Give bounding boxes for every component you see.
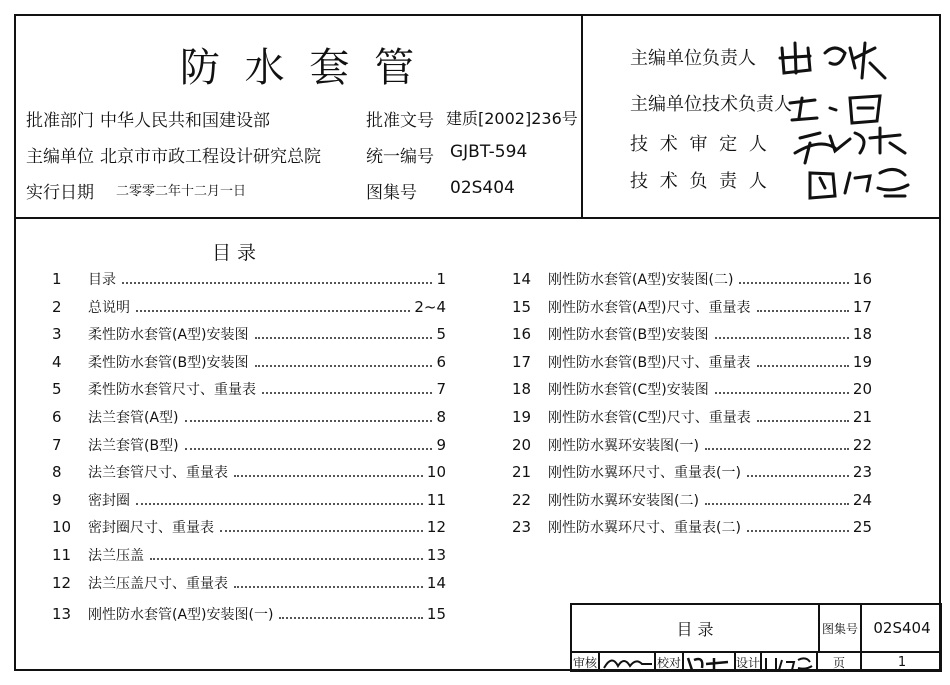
titleblock-atlas-value: 02S404 xyxy=(860,605,942,651)
toc-item-page: 2~4 xyxy=(414,297,446,316)
titleblock-name: 目 录 xyxy=(676,619,714,639)
toc-item-page: 14 xyxy=(426,573,446,592)
leader-dots xyxy=(150,558,423,560)
toc-item xyxy=(52,435,446,455)
toc-item-page: 12 xyxy=(426,518,446,537)
toc-item-number: 8 xyxy=(52,463,62,482)
toc-item-page: 23 xyxy=(852,463,872,482)
signatures-image xyxy=(770,28,940,208)
toc-item-page: 24 xyxy=(852,490,872,509)
toc-item xyxy=(52,324,446,344)
toc-item-page: 18 xyxy=(852,325,872,344)
toc-item-title: 刚性防水套管(C型)安装图 xyxy=(548,382,709,399)
toc-item xyxy=(512,379,872,399)
field-label: 图集号 xyxy=(366,183,417,203)
toc-item-title: 法兰套管(B型) xyxy=(88,437,179,454)
toc-item xyxy=(512,517,872,537)
toc-item-number: 15 xyxy=(512,297,532,316)
toc-item xyxy=(52,269,446,289)
field-value: 建质[2002]236号 xyxy=(446,109,578,128)
leader-dots xyxy=(136,503,423,505)
toc-item-title: 刚性防水套管(B型)尺寸、重量表 xyxy=(548,354,751,371)
leader-dots xyxy=(747,530,849,532)
toc-item-title: 密封圈尺寸、重量表 xyxy=(88,520,214,537)
toc-item xyxy=(512,435,872,455)
titleblock-atlas-label: 图集号 xyxy=(818,605,860,651)
toc-item xyxy=(52,352,446,372)
toc-item xyxy=(52,407,446,427)
toc-item-title: 刚性防水翼环安装图(二) xyxy=(548,492,699,509)
check-label: 校对 xyxy=(656,653,684,672)
toc-item-page: 25 xyxy=(852,518,872,537)
toc-item xyxy=(512,297,872,317)
field-label: 批准部门 xyxy=(26,111,94,131)
leader-dots xyxy=(136,310,410,312)
page-title: 防 水 套 管 xyxy=(179,45,421,91)
toc-item xyxy=(52,379,446,399)
toc-item xyxy=(512,324,872,344)
toc-item xyxy=(52,490,446,510)
leader-dots xyxy=(262,392,432,394)
field-label: 批准文号 xyxy=(366,111,434,131)
toc-item-title: 刚性防水套管(A型)安装图(一) xyxy=(88,607,274,624)
toc-item xyxy=(512,407,872,427)
toc-item-title: 总说明 xyxy=(88,299,130,316)
field-label: 主编单位 xyxy=(26,147,94,167)
toc-item-number: 17 xyxy=(512,352,532,371)
leader-dots xyxy=(255,365,433,367)
toc-item-title: 法兰套管(A型) xyxy=(88,410,179,426)
toc-item-number: 7 xyxy=(52,435,62,454)
field-label: 统一编号 xyxy=(366,147,434,167)
leader-dots xyxy=(747,475,849,477)
toc-item-number: 19 xyxy=(512,408,532,426)
leader-dots xyxy=(279,617,422,619)
toc-item-number: 13 xyxy=(52,605,72,624)
toc-item xyxy=(52,297,446,317)
toc-item xyxy=(512,352,872,372)
toc-item-number: 14 xyxy=(512,270,532,288)
toc-item-number: 6 xyxy=(52,408,62,426)
toc-item-page: 7 xyxy=(436,380,446,399)
design-signature xyxy=(762,653,818,672)
toc-item-number: 12 xyxy=(52,573,72,592)
leader-dots xyxy=(220,530,423,532)
field-value: GJBT-594 xyxy=(450,142,528,162)
toc-item xyxy=(52,604,446,624)
toc-item-title: 刚性防水翼环安装图(一) xyxy=(548,437,699,454)
page-label: 页 xyxy=(832,656,845,670)
header-divider xyxy=(14,217,941,219)
toc-item-number: 9 xyxy=(52,490,62,509)
toc-item-page: 8 xyxy=(436,408,446,426)
header-vertical-divider xyxy=(581,14,583,218)
toc-item-page: 20 xyxy=(852,380,872,399)
leader-dots xyxy=(705,503,849,505)
toc-item-number: 3 xyxy=(52,325,62,344)
title-block xyxy=(570,603,942,672)
toc-item-title: 法兰压盖 xyxy=(88,548,144,564)
toc-item-page: 9 xyxy=(436,435,446,454)
toc-item-title: 刚性防水套管(B型)安装图 xyxy=(548,327,709,344)
leader-dots xyxy=(715,392,849,394)
toc-item-number: 2 xyxy=(52,297,62,316)
responsible-label: 主编单位技术负责人 xyxy=(630,94,792,115)
leader-dots xyxy=(234,475,423,477)
toc-item xyxy=(512,269,872,289)
design-label: 设计 xyxy=(736,653,762,672)
leader-dots xyxy=(715,337,849,339)
responsible-label: 技 术 审 定 人 xyxy=(630,134,767,155)
leader-dots xyxy=(757,420,849,422)
field-value: 02S404 xyxy=(450,178,515,198)
leader-dots xyxy=(757,310,849,312)
toc-item xyxy=(52,517,446,537)
toc-item-page: 17 xyxy=(852,297,872,316)
toc-item-title: 刚性防水套管(A型)安装图(二) xyxy=(548,272,734,288)
leader-dots xyxy=(185,448,433,450)
toc-item-number: 10 xyxy=(52,518,72,537)
toc-item-title: 柔性防水套管(B型)安装图 xyxy=(88,354,249,371)
field-value: 二零零二年十二月一日 xyxy=(116,184,247,199)
toc-item-title: 刚性防水翼环尺寸、重量表(一) xyxy=(548,465,741,482)
toc-item xyxy=(52,573,446,593)
toc-item-number: 16 xyxy=(512,325,532,344)
toc-item-title: 法兰压盖尺寸、重量表 xyxy=(88,575,228,592)
leader-dots xyxy=(234,586,423,588)
toc-item-title: 密封圈 xyxy=(88,492,130,509)
toc-item-number: 20 xyxy=(512,435,532,454)
toc-item-title: 柔性防水套管(A型)安装图 xyxy=(88,327,249,344)
check-signature xyxy=(684,653,736,672)
review-label: 审核 xyxy=(572,653,600,672)
toc-item-number: 22 xyxy=(512,490,532,509)
leader-dots xyxy=(255,337,433,339)
toc-item-number: 1 xyxy=(52,270,62,288)
toc-item-page: 21 xyxy=(852,408,872,426)
toc-item-title: 刚性防水翼环尺寸、重量表(二) xyxy=(548,520,741,537)
toc-item-title: 柔性防水套管尺寸、重量表 xyxy=(88,382,256,399)
toc-item-number: 21 xyxy=(512,463,532,482)
toc-item xyxy=(52,462,446,482)
toc-item xyxy=(52,545,446,565)
toc-item-title: 刚性防水套管(A型)尺寸、重量表 xyxy=(548,299,751,316)
field-label: 实行日期 xyxy=(26,183,94,203)
toc-item-title: 目录 xyxy=(88,272,116,288)
responsible-label: 技 术 负 责 人 xyxy=(630,171,767,192)
leader-dots xyxy=(122,282,432,284)
page-value: 1 xyxy=(860,653,942,672)
toc-title: 目 录 xyxy=(212,242,257,264)
toc-item xyxy=(512,490,872,510)
toc-item-page: 5 xyxy=(436,325,446,344)
leader-dots xyxy=(185,420,433,422)
toc-item-page: 10 xyxy=(426,463,446,482)
review-signature xyxy=(600,653,656,672)
toc-item-page: 11 xyxy=(426,490,446,509)
toc-item-page: 13 xyxy=(426,546,446,564)
toc-item-page: 6 xyxy=(436,352,446,371)
toc-item-number: 23 xyxy=(512,518,532,537)
toc-item-page: 16 xyxy=(852,270,872,288)
toc-item-number: 18 xyxy=(512,380,532,399)
toc-item-page: 19 xyxy=(852,352,872,371)
toc-item-title: 法兰套管尺寸、重量表 xyxy=(88,465,228,482)
toc-item-number: 11 xyxy=(52,546,72,564)
toc-item-number: 4 xyxy=(52,352,62,371)
toc-item-page: 22 xyxy=(852,435,872,454)
toc-item-title: 刚性防水套管(C型)尺寸、重量表 xyxy=(548,410,751,426)
leader-dots xyxy=(757,365,849,367)
leader-dots xyxy=(739,282,848,284)
field-value: 中华人民共和国建设部 xyxy=(100,111,270,131)
toc-item xyxy=(512,462,872,482)
toc-item-page: 1 xyxy=(436,270,446,288)
responsible-label: 主编单位负责人 xyxy=(630,48,756,69)
toc-item-number: 5 xyxy=(52,380,62,399)
toc-item-page: 15 xyxy=(426,605,446,624)
leader-dots xyxy=(705,448,849,450)
field-value: 北京市市政工程设计研究总院 xyxy=(100,147,321,167)
